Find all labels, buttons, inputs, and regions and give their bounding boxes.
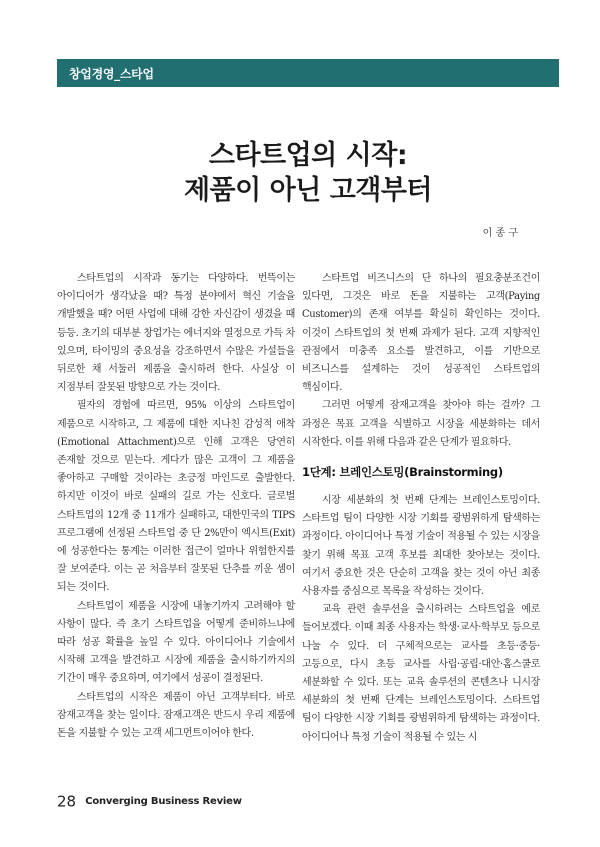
page-number: 28 xyxy=(57,792,77,811)
body-paragraph: 스타트업의 시작은 제품이 아닌 고객부터다. 바로 잠재고객을 찾는 일이다. 잠재고객은 반드시 우리 제품에 돈을 지불할 수 있는 고객 세그먼트이어야 한다. xyxy=(57,691,295,740)
author-name: 이 종 구 xyxy=(482,228,518,239)
right-column xyxy=(302,270,540,747)
section-header-bar xyxy=(57,59,559,87)
article-title-line2: 제품이 아닌 고객부터 xyxy=(183,175,433,206)
body-paragraph: 스타트업의 시작과 동기는 다양하다. 번뜩이는 아이디어가 생각났을 때? 특정 분야에서 혁신 기술을 개발했을 때? 어떤 사업에 대해 강한 자신감이 생겼을 때 등등. 초기의 대부분 창업가는 에너지와 열정으로 가득 차 있으며, 타이밍의 중요성을 강조하면서 수많은 가설들을 뒤로한 채 서둘러 제품을 출시하려 한다. 사실상 이 지점부터 잘못된 방향으로 가는 것이다. xyxy=(57,273,295,394)
body-paragraph: 교육 관련 솔루션을 출시하려는 스타트업을 예로 들어보겠다. 이때 최종 사용자는 학생·교사·학부모 등으로 나눌 수 있다. 더 구체적으로는 교사를 초등·중등·고등으로, 다시 초등 교사를 사립·공립·대안·홈스쿨로 세분화할 수 있다. 또는 교육 솔루션의 콘텐츠나 니시장 세분화의 첫 번째 단계는 브레인스토밍이다. 스타트업 팀이 다양한 시장 기회를 광범위하게 탐색하는 과정이다. 아이디어나 특정 기술이 적용될 수 있는 시 xyxy=(302,604,540,743)
section-label: 창업경영_스타업 xyxy=(69,67,154,81)
body-paragraph: 필자의 경험에 따르면, 95% 이상의 스타트업이 제품으로 시작하고, 그 제품에 대한 지나친 감성적 애착(Emotional Attachment)으로 인해 고객은 당연히 존재할 것으로 믿는다. 게다가 많은 고객이 그 제품을 좋아하고 구매할 것이라는 초긍정 마인드로 출발한다. 하지만 이것이 바로 실패의 길로 가는 신호다. 글로벌 스타트업의 12개 중 11개가 실패하고, 대한민국의 TIPS 프로그램에 선정된 스타트업 중 단 2%만이 엑시트(Exit)에 성공한다는 통계는 이러한 접근이 얼마나 위험한지를 잘 보여준다. 이는 곧 처음부터 잘못된 단추를 끼운 셈이 되는 것이다. xyxy=(57,400,295,594)
body-paragraph: 그러면 어떻게 잠재고객을 찾아야 하는 걸까? 그 과정은 목표 고객을 식별하고 시장을 세분화하는 데서 시작한다. 이를 위해 다음과 같은 단계가 필요하다. xyxy=(302,400,540,448)
article-title-line1: 스타트업의 시작: xyxy=(208,140,408,171)
magazine-name: Converging Business Review xyxy=(85,796,242,807)
body-paragraph: 시장 세분화의 첫 번째 단계는 브레인스토밍이다. 스타트업 팀이 다양한 시장 기회를 광범위하게 탐색하는 과정이다. 아이디어나 특정 기술이 적용될 수 있는 시장을 찾기 위해 목표 고객 후보를 최대한 찾아보는 것이다. 여기서 중요한 것은 단순히 고객을 찾는 것이 아닌 최종 사용자를 중심으로 목록을 작성하는 것이다. xyxy=(302,495,540,598)
body-paragraph: 스타트업 비즈니스의 단 하나의 필요충분조건이 있다면, 그것은 바로 돈을 지불하는 고객(Paying Customer)의 존재 여부를 확실히 확인하는 것이다. 이것이 스타트업의 첫 번째 과제가 된다. 고객 지향적인 관점에서 미충족 요소를 발견하고, 이를 기반으로 비즈니스를 설계하는 것이 성공적인 스타트업의 핵심이다. xyxy=(302,273,540,394)
body-paragraph: 스타트업이 제품을 시장에 내놓기까지 고려해야 할 사항이 많다. 즉 초기 스타트업을 어떻게 준비하느냐에 따라 성공 확률을 높일 수 있다. 아이디어나 기술에서 시작해 고객을 발견하고 시장에 제품을 출시하기까지의 기간이 매우 중요하며, 여기에서 성공이 결정된다. xyxy=(57,600,295,685)
page-footer xyxy=(57,791,242,811)
step-subheading: 1단계: 브레인스토밍(Brainstorming) xyxy=(302,465,503,480)
left-column xyxy=(57,270,295,743)
